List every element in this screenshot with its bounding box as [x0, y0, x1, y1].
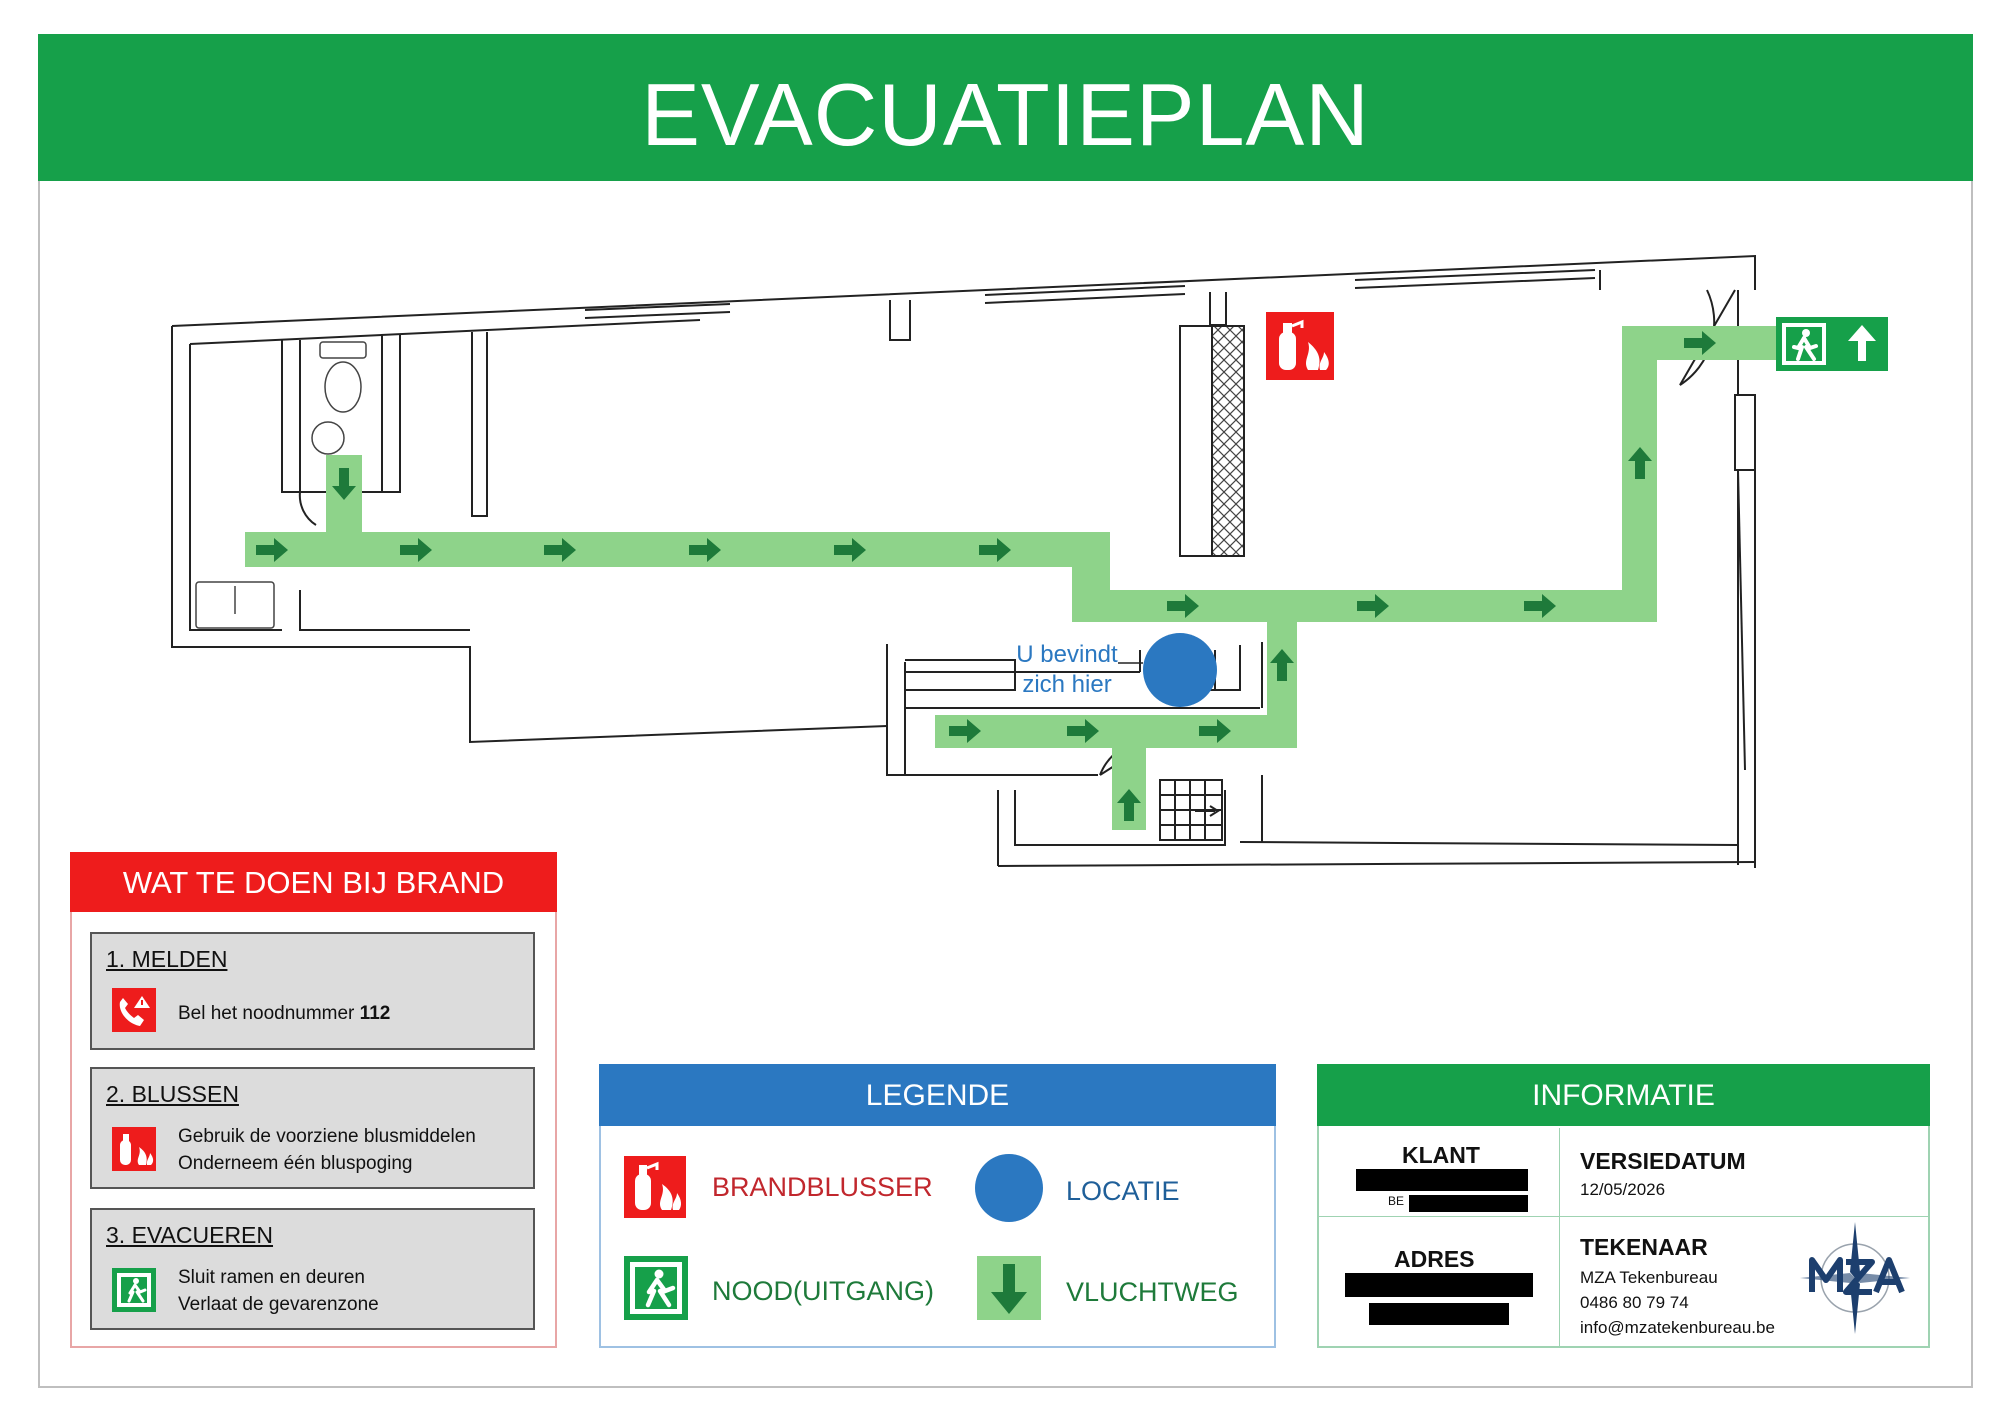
location-dot-icon — [1143, 633, 1217, 707]
version-date-label: VERSIEDATUM — [1580, 1148, 1746, 1174]
legend-label-emergency-exit: NOOD(UITGANG) — [712, 1276, 934, 1306]
drafter-phone: 0486 80 79 74 — [1580, 1293, 1689, 1312]
page-title: EVACUATIEPLAN — [641, 65, 1370, 164]
escape-route — [245, 326, 1777, 830]
step-text: Sluit ramen en deuren — [178, 1267, 365, 1288]
info-header — [1317, 1064, 1930, 1126]
step-text: Verlaat de gevarenzone — [178, 1294, 379, 1315]
instruction-step-evacuate — [90, 1208, 535, 1330]
you-are-here-label: zich hier — [1022, 671, 1112, 698]
fire-instructions-title: WAT TE DOEN BIJ BRAND — [122, 865, 505, 900]
mza-logo — [1790, 1220, 1920, 1338]
emergency-exit-icon — [1776, 317, 1888, 371]
fire-extinguisher-icon — [624, 1156, 686, 1218]
client-label: KLANT — [1402, 1142, 1480, 1168]
instruction-step-extinguish — [90, 1067, 535, 1189]
fire-instructions-header — [70, 852, 557, 912]
drafter-label: TEKENAAR — [1580, 1234, 1708, 1260]
client-prefix: BE — [1388, 1194, 1405, 1208]
legend-label-extinguisher: BRANDBLUSSER — [712, 1172, 933, 1202]
emergency-phone-icon — [112, 988, 156, 1032]
legend-title: LEGENDE — [865, 1079, 1010, 1112]
step-title: 3. EVACUEREN — [106, 1222, 274, 1248]
step-text: Onderneem één bluspoging — [178, 1153, 413, 1174]
redacted-client-name — [1356, 1169, 1528, 1191]
version-date-value: 12/05/2026 — [1580, 1180, 1666, 1199]
fire-extinguisher-icon — [112, 1127, 156, 1171]
step-text: Gebruik de voorziene blusmiddelen — [178, 1126, 476, 1147]
emergency-exit-icon — [624, 1256, 688, 1320]
legend-label-escape-route: VLUCHTWEG — [1066, 1277, 1239, 1307]
you-are-here-label: U bevindt — [1016, 641, 1118, 668]
step-title: 2. BLUSSEN — [106, 1081, 239, 1107]
instruction-step-report — [90, 932, 535, 1050]
redacted-client-number — [1409, 1195, 1528, 1212]
address-label: ADRES — [1394, 1246, 1475, 1272]
redacted-address-line — [1345, 1273, 1533, 1297]
step-text: Bel het noodnummer 112 — [178, 1003, 391, 1024]
legend-label-location: LOCATIE — [1066, 1176, 1180, 1206]
drafter-email[interactable]: info@mzatekenbureau.be — [1580, 1318, 1775, 1337]
legend-header — [599, 1064, 1276, 1126]
info-title: INFORMATIE — [1532, 1079, 1715, 1112]
divider — [1559, 1128, 1560, 1348]
fire-extinguisher-icon — [1266, 312, 1334, 380]
redacted-address-line — [1369, 1303, 1509, 1325]
escape-route-arrow-icon — [977, 1256, 1041, 1320]
emergency-exit-icon — [112, 1268, 156, 1312]
drafter-name: MZA Tekenbureau — [1580, 1268, 1718, 1287]
location-dot-icon — [974, 1153, 1044, 1223]
divider — [1319, 1216, 1930, 1217]
step-title: 1. MELDEN — [106, 946, 228, 972]
